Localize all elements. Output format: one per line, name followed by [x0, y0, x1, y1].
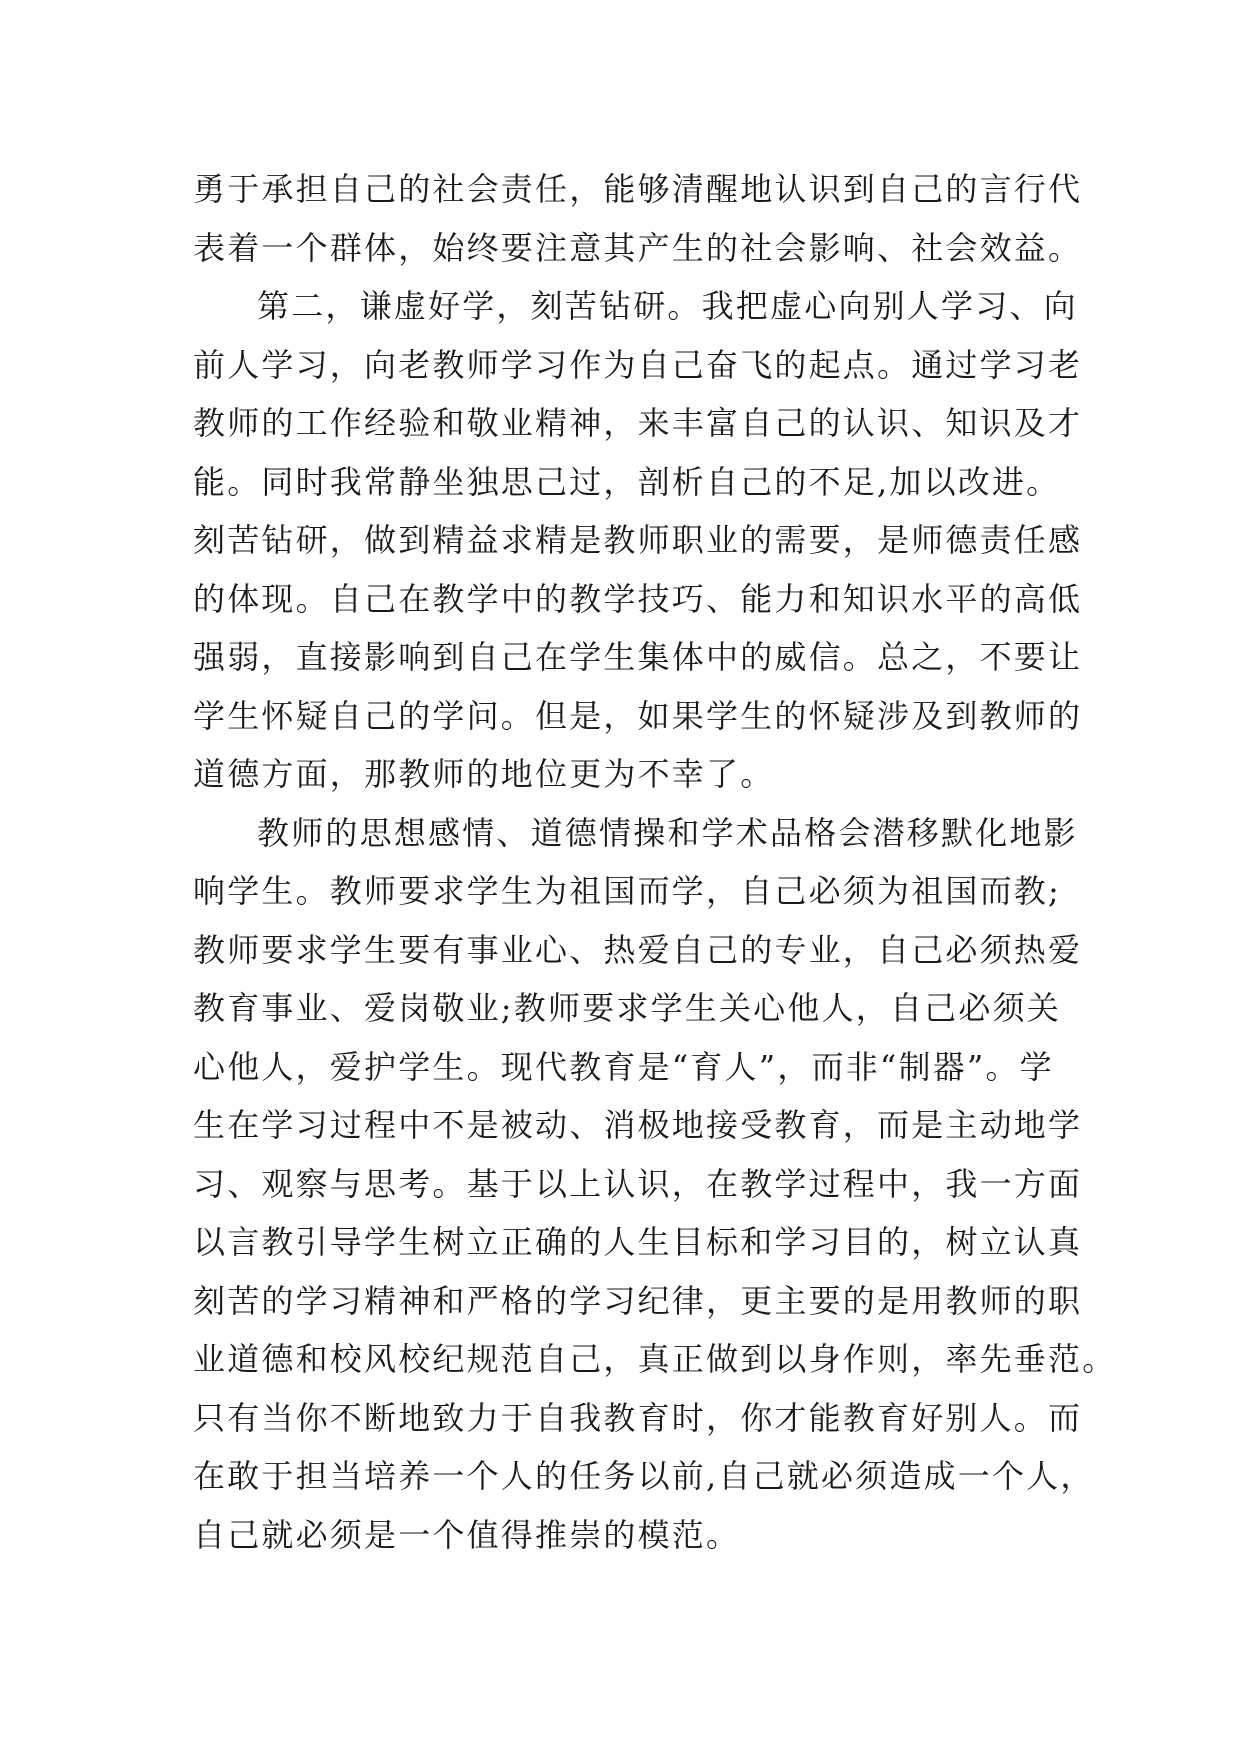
text-line: 习、观察与思考。基于以上认识，在教学过程中，我一方面	[193, 1164, 1083, 1203]
text-line: 以言教引导学生树立正确的人生目标和学习目的，树立认真	[193, 1223, 1083, 1261]
text-line: 心他人，爱护学生。现代教育是“育人”，而非“制器”。学	[193, 1047, 1054, 1086]
body-text	[193, 160, 1117, 1564]
text-line: 生在学习过程中不是被动、消极地接受教育，而是主动地学	[193, 1106, 1083, 1144]
text-line: 只有当你不断地致力于自我教育时，你才能教育好别人。而	[193, 1398, 1083, 1437]
text-line: 刻苦钻研，做到精益求精是教师职业的需要，是师德责任感	[193, 521, 1083, 559]
text-line: 教师的工作经验和敬业精神，来丰富自己的认识、知识及才	[193, 404, 1083, 442]
text-line: 道德方面，那教师的地位更为不幸了。	[193, 755, 775, 793]
text-line: 的体现。自己在教学中的教学技巧、能力和知识水平的高低	[193, 579, 1083, 618]
text-line: 前人学习，向老教师学习作为自己奋飞的起点。通过学习老	[193, 345, 1083, 384]
text-line: 教师要求学生要有事业心、热爱自己的专业，自己必须热爱	[193, 930, 1083, 969]
text-line: 在敢于担当培养一个人的任务以前,自己就必须造成一个人，	[193, 1457, 1095, 1495]
text-line: 刻苦的学习精神和严格的学习纪律，更主要的是用教师的职	[193, 1281, 1083, 1320]
text-line: 勇于承担自己的社会责任，能够清醒地认识到自己的言行代	[193, 170, 1083, 208]
text-line: 能。同时我常静坐独思己过，剖析自己的不足,加以改进。	[193, 462, 1061, 501]
text-line: 表着一个群体，始终要注意其产生的社会影响、社会效益。	[193, 228, 1083, 267]
text-line: 学生怀疑自己的学问。但是，如果学生的怀疑涉及到教师的	[193, 696, 1083, 735]
text-line: 响学生。教师要求学生为祖国而学，自己必须为祖国而教;	[193, 872, 1061, 910]
text-line: 强弱，直接影响到自己在学生集体中的威信。总之，不要让	[193, 638, 1083, 676]
text-line: 业道德和校风校纪规范自己，真正做到以身作则，率先垂范。	[193, 1340, 1117, 1378]
paragraph-start-line: 第二，谦虚好学，刻苦钻研。我把虚心向别人学习、向	[257, 287, 1078, 325]
text-line: 教育事业、爱岗敬业;教师要求学生关心他人，自己必须关	[193, 989, 1061, 1027]
paragraph-start-line: 教师的思想感情、道德情操和学术品格会潜移默化地影	[257, 813, 1078, 852]
text-line: 自己就必须是一个值得推崇的模范。	[193, 1515, 741, 1554]
